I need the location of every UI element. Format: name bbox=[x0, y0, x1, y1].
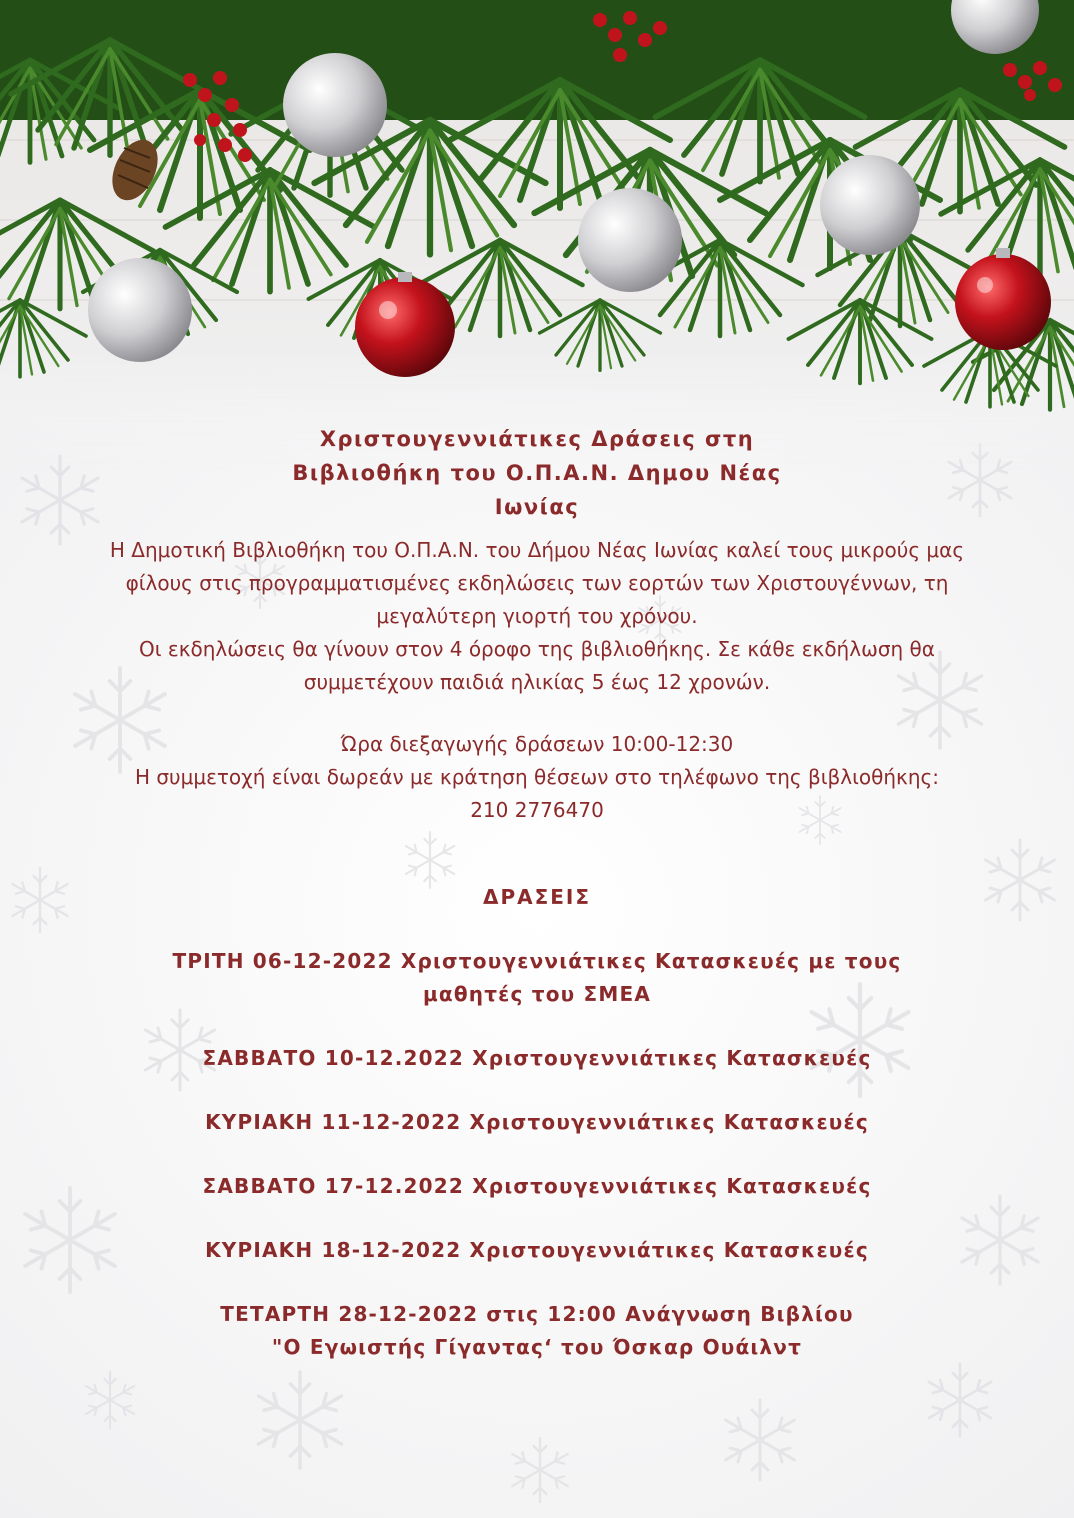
title-line: Βιβλιοθήκη του Ο.Π.Α.Ν. Δημου Νέας bbox=[292, 461, 782, 485]
intro-text bbox=[37, 534, 1037, 827]
event-item bbox=[107, 1298, 967, 1364]
phone-number: 210 2776470 bbox=[470, 798, 604, 822]
event-item bbox=[107, 945, 967, 1011]
booking-line: Η συμμετοχή είναι δωρεάν με κράτηση θέσεων στο τηλέφωνο της βιβλιοθήκης: bbox=[134, 765, 939, 789]
poster-title bbox=[237, 422, 837, 524]
event-item bbox=[107, 1106, 967, 1139]
event-line: ΣΑΒΒΑΤΟ 10-12.2022 Χριστουγεννιάτικες Κατασκευές bbox=[202, 1046, 872, 1070]
poster-content bbox=[0, 422, 1074, 1395]
intro-line: μεγαλύτερη γιορτή του χρόνου. bbox=[376, 604, 698, 628]
event-line: ΤΡΙΤΗ 06-12-2022 Χριστουγεννιάτικες Κατασκευές με τους bbox=[172, 949, 902, 973]
event-line: ΚΥΡΙΑΚΗ 18-12-2022 Χριστουγεννιάτικες Κατασκευές bbox=[205, 1238, 869, 1262]
intro-line: Οι εκδηλώσεις θα γίνουν στον 4 όροφο της βιβλιοθήκης. Σε κάθε εκδήλωση θα bbox=[139, 637, 935, 661]
event-line: ΤΕΤΑΡΤΗ 28-12-2022 στις 12:00 Ανάγνωση Βιβλίου bbox=[220, 1302, 854, 1326]
event-line: ΣΑΒΒΑΤΟ 17-12.2022 Χριστουγεννιάτικες Κατασκευές bbox=[202, 1174, 872, 1198]
event-item bbox=[107, 1042, 967, 1075]
event-line: μαθητές του ΣΜΕΑ bbox=[422, 982, 652, 1006]
hours-line: Ώρα διεξαγωγής δράσεων 10:00-12:30 bbox=[340, 732, 734, 756]
intro-line: Η Δημοτική Βιβλιοθήκη του Ο.Π.Α.Ν. του Δήμου Νέας Ιωνίας καλεί τους μικρούς μας bbox=[109, 538, 965, 562]
events-list bbox=[0, 945, 1074, 1364]
intro-line: συμμετέχουν παιδιά ηλικίας 5 έως 12 χρονών. bbox=[303, 670, 771, 694]
event-item bbox=[107, 1234, 967, 1267]
event-line: ΚΥΡΙΑΚΗ 11-12-2022 Χριστουγεννιάτικες Κατασκευές bbox=[205, 1110, 869, 1134]
pine-garland-decoration bbox=[0, 0, 1074, 470]
title-line: Χριστουγεννιάτικες Δράσεις στη bbox=[319, 427, 755, 451]
events-heading: ΔΡΑΣΕΙΣ bbox=[482, 885, 592, 909]
intro-line: φίλους στις προγραμματισμένες εκδηλώσεις των εορτών των Χριστουγέννων, τη bbox=[125, 571, 949, 595]
event-line: "Ο Εγωιστής Γίγαντας‘ του Όσκαρ Ουάιλντ bbox=[271, 1335, 803, 1359]
event-item bbox=[107, 1170, 967, 1203]
title-line: Ιωνίας bbox=[494, 495, 580, 519]
